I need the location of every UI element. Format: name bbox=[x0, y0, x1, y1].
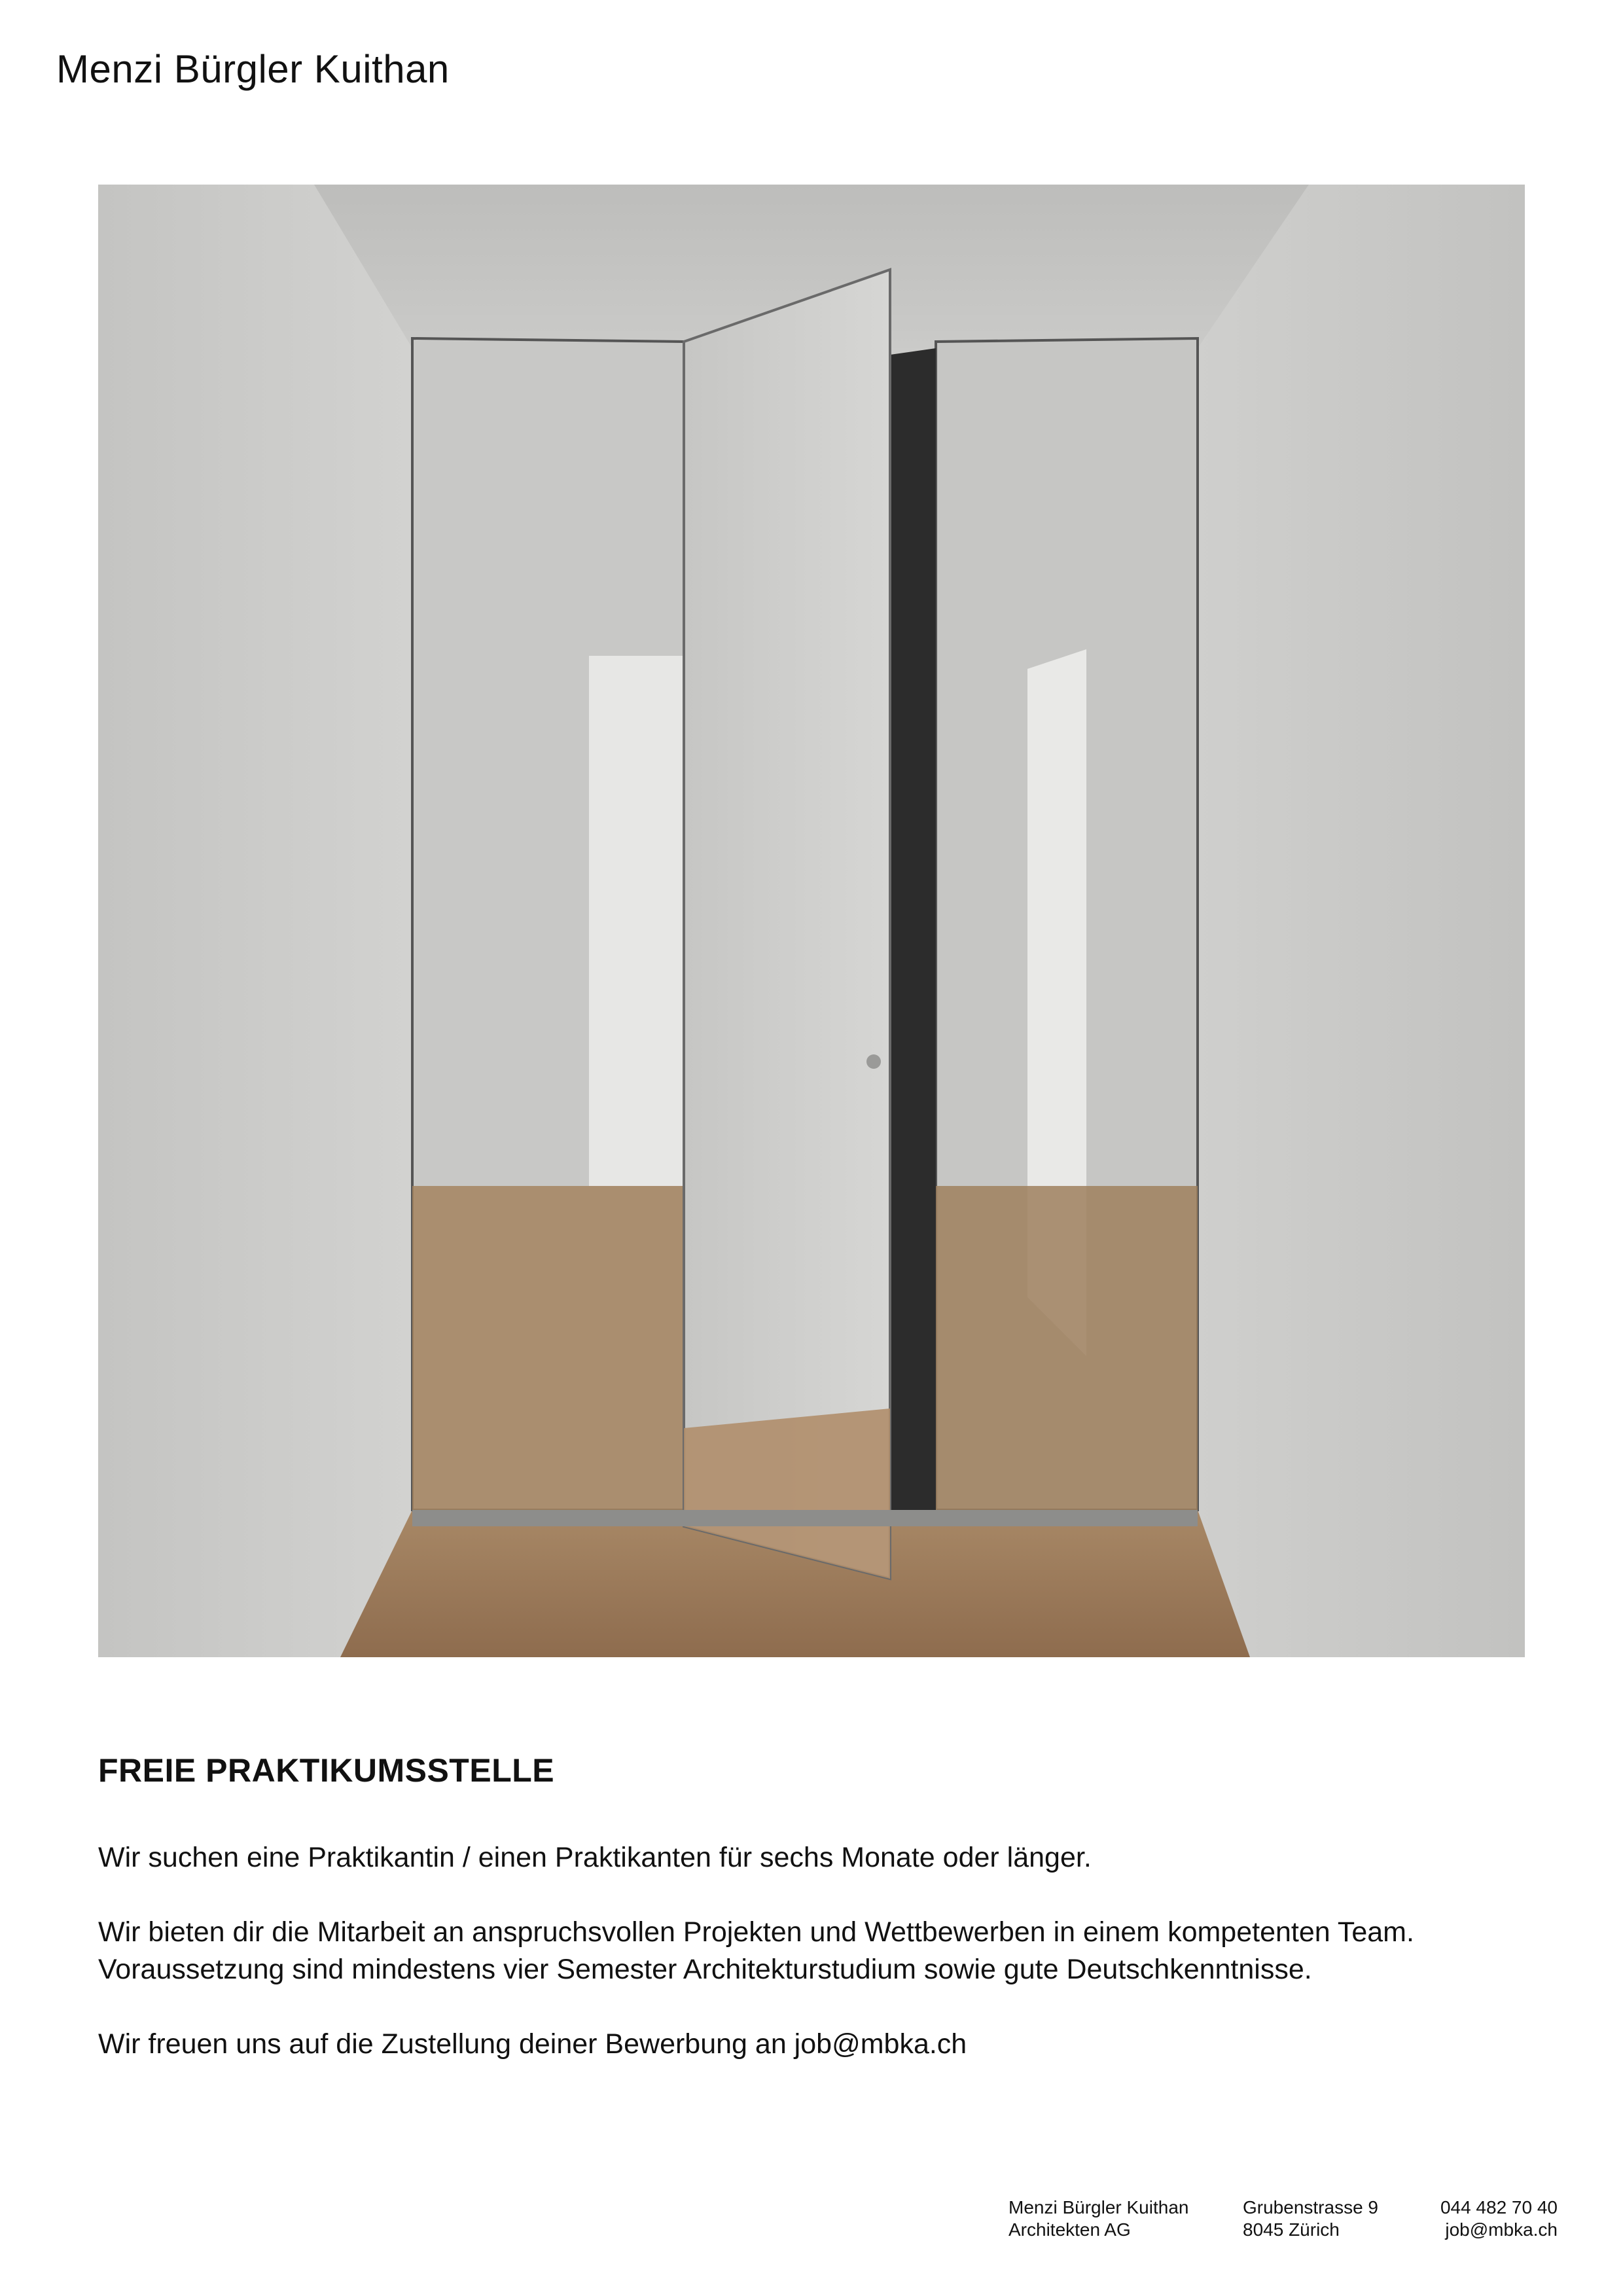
footer-contact bbox=[1440, 2197, 1558, 2241]
offer-line-1: Wir bieten dir die Mitarbeit an anspruchsvollen Projekten und Wettbewerben in einem kompetenten Team. bbox=[98, 1916, 1414, 1948]
intro-paragraph: Wir suchen eine Praktikantin / einen Praktikanten für sechs Monate oder länger. bbox=[98, 1842, 1092, 1873]
body-text bbox=[98, 1839, 1551, 2100]
offer-line-2: Voraussetzung sind mindestens vier Semester Architekturstudium sowie gute Deutschkenntnisse. bbox=[98, 1954, 1312, 1985]
footer-company-type: Architekten AG bbox=[1008, 2219, 1131, 2240]
contact-paragraph: Wir freuen uns auf die Zustellung deiner Bewerbung an job@mbka.ch bbox=[98, 2028, 967, 2060]
footer-company-name: Menzi Bürgler Kuithan bbox=[1008, 2197, 1189, 2217]
footer-address bbox=[1243, 2197, 1378, 2241]
hero-photo bbox=[98, 185, 1525, 1657]
offer-paragraph bbox=[98, 1914, 1551, 1988]
footer-city: 8045 Zürich bbox=[1243, 2219, 1340, 2240]
footer-company bbox=[1008, 2197, 1188, 2241]
footer-email[interactable]: job@mbka.ch bbox=[1445, 2219, 1558, 2240]
footer-phone[interactable]: 044 482 70 40 bbox=[1440, 2197, 1558, 2217]
brand-logo: Menzi Bürgler Kuithan bbox=[56, 47, 450, 91]
page-heading: FREIE PRAKTIKUMSSTELLE bbox=[98, 1752, 555, 1789]
footer-street: Grubenstrasse 9 bbox=[1243, 2197, 1378, 2217]
interior-photo-icon bbox=[98, 185, 1525, 1657]
